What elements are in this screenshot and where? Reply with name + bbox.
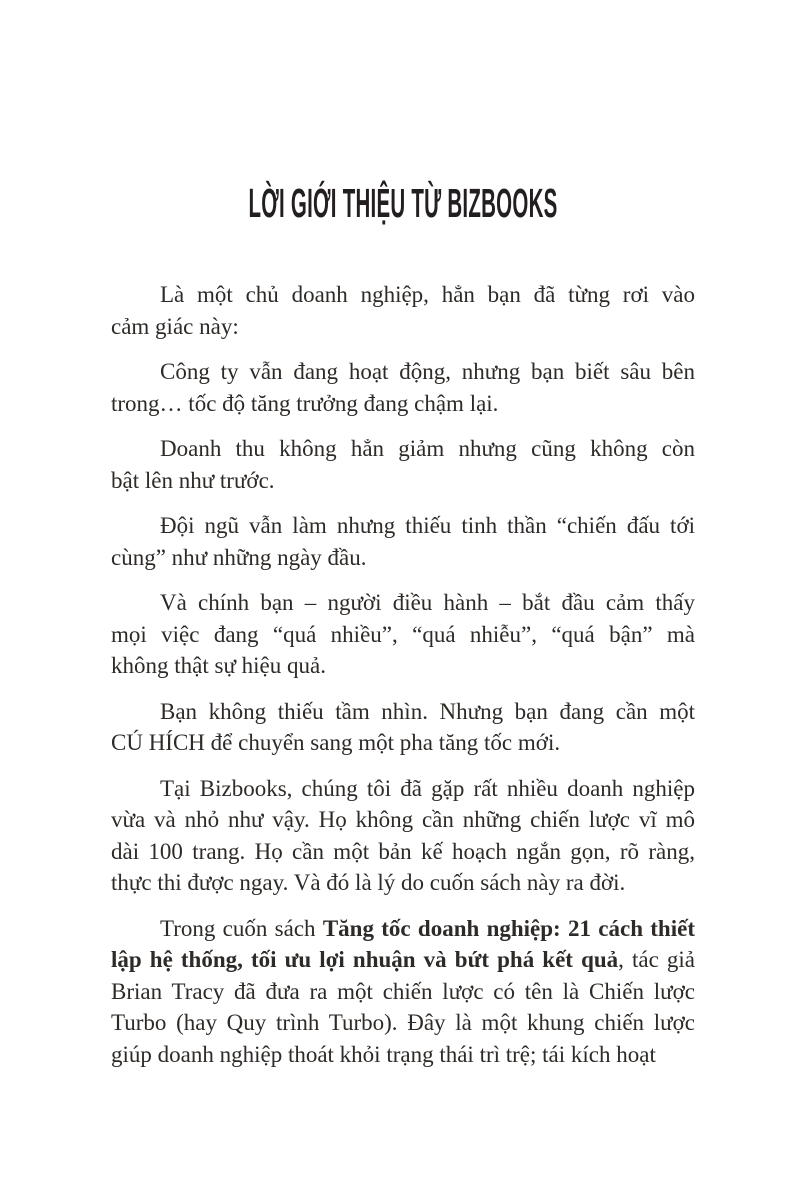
text-line [111, 696, 695, 728]
text-segment: Trong cuốn sách [160, 915, 323, 941]
text-line [111, 867, 695, 899]
text-segment: bật lên như trước. [111, 467, 275, 493]
bold-text-segment: lập hệ thống, tối ưu lợi nhuận và bứt phá kết quả [111, 947, 619, 972]
text-segment: Brian Tracy đã đưa ra một chiến lược có tên là Chiến lược [111, 978, 695, 1004]
text-line [111, 311, 695, 343]
text-line [111, 388, 695, 420]
chapter-title [0, 180, 806, 226]
text-line [111, 944, 695, 976]
text-line [111, 433, 695, 465]
text-segment: mọi việc đang “quá nhiều”, “quá nhiễu”, “quá bận” mà [111, 621, 695, 647]
text-segment: Tại Bizbooks, chúng tôi đã gặp rất nhiều doanh nghiệp [160, 775, 695, 801]
text-segment: Đội ngũ vẫn làm nhưng thiếu tinh thần “chiến đấu tới [160, 513, 695, 538]
text-line [111, 1007, 695, 1039]
text-line [111, 510, 695, 542]
text-segment: , tác giả [618, 947, 696, 972]
text-segment: Turbo (hay Quy trình Turbo). Đây là một khung chiến lược [111, 1010, 695, 1035]
text-line [111, 587, 695, 619]
chapter-title-text: LỜI GIỚI THIỆU TỪ BIZBOOKS [248, 180, 558, 226]
text-line [111, 1039, 695, 1071]
text-segment: trong… tốc độ tăng trưởng đang chậm lại. [111, 390, 499, 416]
paragraph [111, 773, 695, 899]
paragraph [111, 356, 695, 419]
page-content [111, 279, 695, 1084]
text-segment: Và chính bạn – người điều hành – bắt đầu cảm thấy [160, 590, 695, 615]
text-segment: CÚ HÍCH để chuyển sang một pha tăng tốc mới. [111, 730, 561, 755]
text-line [111, 650, 695, 682]
text-line [111, 356, 695, 388]
paragraph [111, 913, 695, 1071]
text-segment: vừa và nhỏ như vậy. Họ không cần những chiến lược vĩ mô [111, 807, 695, 832]
text-segment: Bạn không thiếu tầm nhìn. Nhưng bạn đang cần một [160, 698, 695, 724]
text-line [111, 836, 695, 868]
paragraph [111, 510, 695, 573]
paragraph [111, 433, 695, 496]
text-segment: Là một chủ doanh nghiệp, hẳn bạn đã từng rơi vào [160, 282, 695, 307]
text-line [111, 976, 695, 1008]
text-line [111, 804, 695, 836]
text-segment: Công ty vẫn đang hoạt động, nhưng bạn biết sâu bên [160, 359, 695, 384]
text-line [111, 279, 695, 311]
text-line [111, 542, 695, 574]
text-segment: cảm giác này: [111, 313, 239, 339]
bold-text-segment: Tăng tốc doanh nghiệp: 21 cách thiết [322, 915, 695, 941]
text-segment: Doanh thu không hẳn giảm nhưng cũng không còn [160, 436, 695, 461]
text-line [111, 619, 695, 651]
text-segment: giúp doanh nghiệp thoát khỏi trạng thái trì trệ; tái kích hoạt [111, 1041, 656, 1067]
text-segment: không thật sự hiệu quả. [111, 653, 326, 678]
text-segment: thực thi được ngay. Và đó là lý do cuốn sách này ra đời. [111, 870, 626, 895]
text-line [111, 773, 695, 805]
text-segment: cùng” như những ngày đầu. [111, 544, 367, 570]
text-segment: dài 100 trang. Họ cần một bản kế hoạch ngắn gọn, rõ ràng, [111, 838, 695, 864]
text-line [111, 913, 695, 945]
paragraph [111, 279, 695, 342]
paragraph [111, 696, 695, 759]
text-line [111, 727, 695, 759]
paragraph [111, 587, 695, 682]
text-line [111, 465, 695, 497]
